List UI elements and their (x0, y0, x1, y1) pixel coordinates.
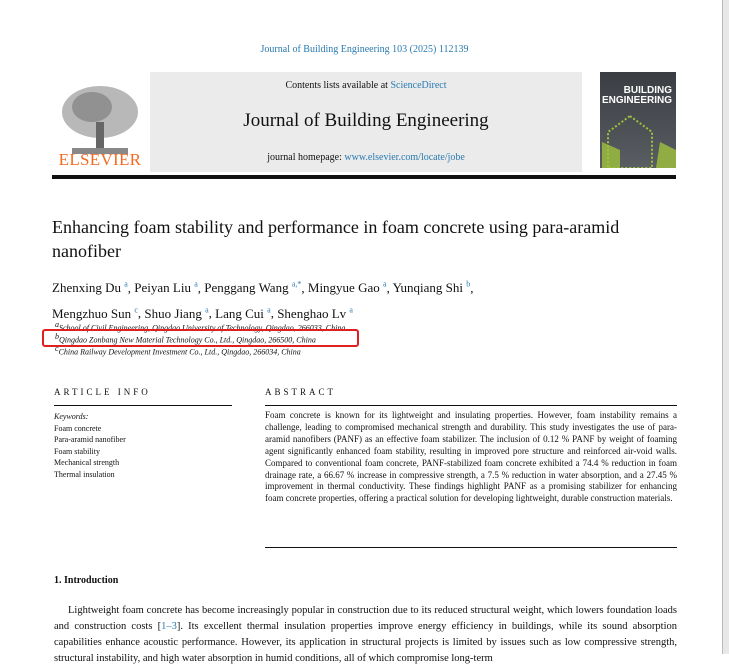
author[interactable]: Mingyue Gao $^a$ (307, 280, 387, 296)
author[interactable]: Zhenxing Du $^a$ (52, 280, 128, 296)
author[interactable]: Lang Cui $^a$ (215, 305, 271, 321)
abstract-bottom-rule (265, 547, 677, 548)
cover-title: BUILDING ENGINEERING (601, 85, 672, 106)
abstract-heading: ABSTRACT (265, 387, 337, 397)
reference-link[interactable]: 1–3 (161, 621, 177, 632)
author[interactable]: Shuo Jiang $^a$ (144, 305, 209, 321)
keyword: Foam stability (54, 446, 100, 456)
article-info-rule (54, 405, 232, 406)
contents-prefix: Contents lists available at (285, 80, 391, 91)
header-rule (52, 175, 676, 179)
keyword: Foam concrete (54, 423, 102, 433)
affiliation-b: $^b$Qingdao Zonbang New Material Technology Co., Ltd., Qingdao, 266500, China (55, 332, 316, 345)
author-list: Zhenxing Du $^a$, Peiyan Liu $^a$, Penggang Wang $^{a,*}$, Mingyue Gao $^a$, Yunqiang Shi $^b$, Mengzhuo Sun $^c$, Shuo Jiang $^a$, Lang Cui $^a$, Shenghao Lv $^a$ (52, 280, 474, 321)
author[interactable]: Peiyan Liu $^a$ (134, 280, 198, 296)
intro-text-1: Lightweight foam concrete has become increasingly popular in construction due to its reduced structural weight, which lowers foundation loads and construction costs [ (54, 605, 677, 632)
affiliation-c: $^c$China Railway Development Investment Co., Ltd., Qingdao, 266034, China (55, 344, 301, 357)
paper-title: Enhancing foam stability and performance in foam concrete using para-aramid nanofiber (52, 217, 620, 261)
homepage-line (150, 152, 582, 163)
sciencedirect-link[interactable]: ScienceDirect (390, 80, 447, 91)
author[interactable]: Mengzhuo Sun $^c$ (52, 305, 138, 321)
intro-text-2: ]. Its excellent thermal insulation properties improve energy efficiency in buildings, while its sound absorption capabilities enhance acoustic performance. However, its application in structural projects is limited by issues such as low compressive strength, structural instability, and high water absorption in humid conditions, all of which compromise long-term (54, 621, 677, 664)
journal-title: Journal of Building Engineering (243, 110, 489, 131)
introduction-text (54, 603, 677, 667)
keywords-block (54, 411, 126, 480)
citation-link[interactable]: Journal of Building Engineering 103 (2025) 112139 (260, 44, 469, 55)
keyword: Thermal insulation (54, 469, 115, 479)
keywords-label: Keywords: (54, 412, 89, 421)
author[interactable]: Yunqiang Shi $^b$ (392, 280, 471, 296)
elsevier-wordmark: ELSEVIER (58, 150, 142, 169)
homepage-link[interactable]: www.elsevier.com/locate/jobe (344, 152, 465, 163)
cover-graphic (600, 112, 676, 168)
abstract-text: Foam concrete is known for its lightweight and insulating properties. However, foam instability remains a challenge, leading to compromised mechanical strength and durability. This study investigates the use of para-aramid nanofibers (PANF) as an effective foam stabilizer. The inclusion of 0.12 % PANF by weight of foaming agent significantly enhanced foam stability, resulting in improved pore structure and reinforced air-void walls. Compared to conventional foam concrete, PANF-stabilized foam concrete exhibited a 74.4 % reduction in foam drainage rate, a 66.67 % increase in compressive strength, a 7.5 % reduction in water absorption, and a 27.45 % improvement in thermal conductivity. These findings highlight PANF as a promising stabilizer for enhancing foam concrete properties, offering a practical solution for developing lightweight, durable construction materials. (265, 410, 677, 504)
journal-citation (0, 44, 729, 55)
highlight-box (42, 329, 359, 347)
article-info-heading: ARTICLE INFO (54, 387, 151, 397)
contents-line (150, 80, 582, 91)
keyword: Para-aramid nanofiber (54, 435, 126, 444)
homepage-prefix: journal homepage: (267, 152, 345, 163)
keyword: Mechanical strength (54, 458, 120, 467)
affiliation-a: $^a$School of Civil Engineering, Qingdao University of Technology, Qingdao, 266033, China (55, 320, 346, 333)
author[interactable]: Penggang Wang $^{a,*}$ (204, 280, 302, 296)
abstract-rule (265, 405, 677, 406)
journal-cover-image (600, 72, 676, 168)
author[interactable]: Shenghao Lv $^a$ (277, 305, 353, 321)
introduction-heading: 1. Introduction (54, 575, 119, 586)
page-edge (722, 0, 729, 654)
